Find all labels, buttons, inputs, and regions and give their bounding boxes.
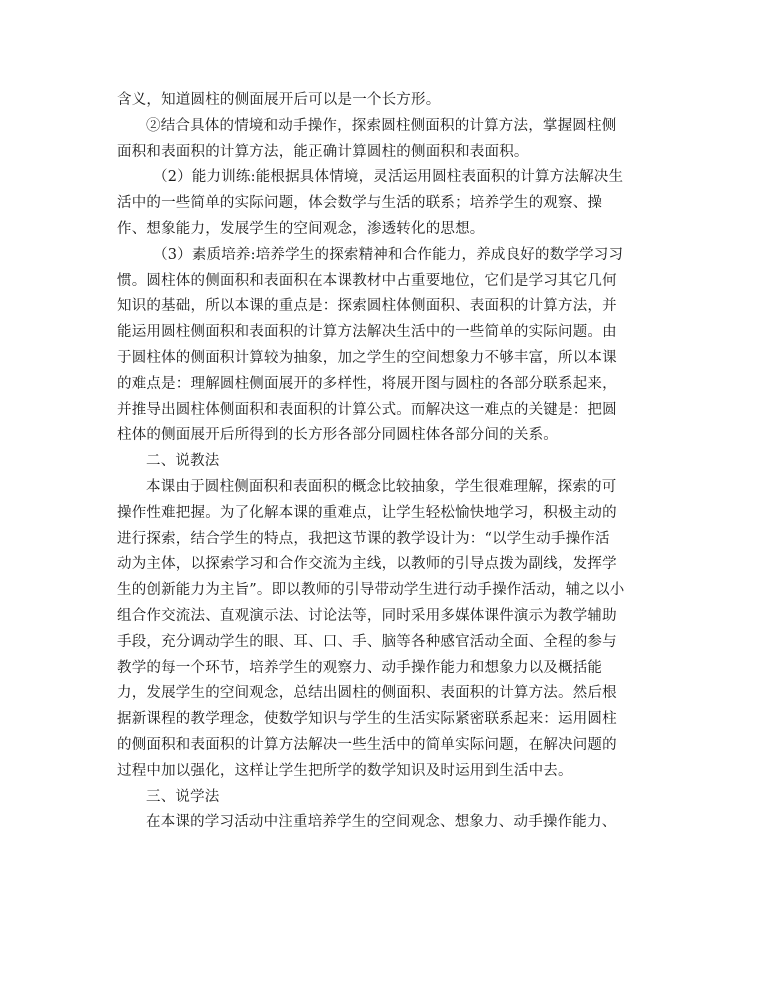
text-line: 于圆柱体的侧面积计算较为抽象，加之学生的空间想象力不够丰富，所以本课 xyxy=(117,349,617,366)
text-line: 知识的基础，所以本课的重点是：探索圆柱体侧面积、表面积的计算方法，并 xyxy=(117,298,617,315)
section-heading: 二、说教法 xyxy=(146,453,220,470)
text-line: 本课由于圆柱侧面积和表面积的概念比较抽象，学生很难理解，探索的可 xyxy=(146,478,617,495)
section-heading: 三、说学法 xyxy=(146,788,220,805)
text-line: 的侧面积和表面积的计算方法解决一些生活中的简单实际问题，在解决问题的 xyxy=(117,736,617,753)
text-line: （3）素质培养:培养学生的探索精神和合作能力，养成良好的数学学习习 xyxy=(153,246,624,263)
text-line: ②结合具体的情境和动手操作，探索圆柱侧面积的计算方法，掌握圆柱侧 xyxy=(146,117,617,134)
text-line: 进行探索，结合学生的特点，我把这节课的教学设计为：“以学生动手操作活 xyxy=(117,530,610,547)
text-line: 在本课的学习活动中注重培养学生的空间观念、想象力、动手操作能力、 xyxy=(146,814,617,831)
text-line: 据新课程的教学理念，使数学知识与学生的生活实际紧密联系起来：运用圆柱 xyxy=(117,711,617,728)
text-line: 组合作交流法、直观演示法、讨论法等，同时采用多媒体课件演示为教学辅助 xyxy=(117,607,617,624)
text-line: 活中的一些简单的实际问题，体会数学与生活的联系；培养学生的观察、操 xyxy=(117,195,603,212)
text-line: 生的创新能力为主旨”。即以教师的引导带动学生进行动手操作活动，辅之以小 xyxy=(117,582,625,599)
text-line: 操作性难把握。为了化解本课的重难点，让学生轻松愉快地学习，积极主动的 xyxy=(117,504,617,521)
text-line: 柱体的侧面展开后所得到的长方形各部分同圆柱体各部分间的关系。 xyxy=(117,427,558,444)
text-line: 含义，知道圆柱的侧面展开后可以是一个长方形。 xyxy=(117,92,441,108)
text-line: 手段，充分调动学生的眼、耳、口、手、脑等各种感官活动全面、全程的参与 xyxy=(117,633,617,650)
text-line: 教学的每一个环节，培养学生的观察力、动手操作能力和想象力以及概括能 xyxy=(117,659,603,676)
text-line: （2）能力训练:能根据具体情境，灵活运用圆柱表面积的计算方法解决生 xyxy=(153,169,624,186)
text-line: 惯。圆柱体的侧面积和表面积在本课教材中占重要地位，它们是学习其它几何 xyxy=(117,272,617,289)
text-line: 能运用圆柱侧面积和表面积的计算方法解决生活中的一些简单的实际问题。由 xyxy=(117,324,617,341)
text-line: 并推导出圆柱体侧面积和表面积的计算公式。而解决这一难点的关键是：把圆 xyxy=(117,401,617,418)
text-line: 作、想象能力，发展学生的空间观念，渗透转化的思想。 xyxy=(117,220,485,237)
text-line: 力，发展学生的空间观念，总结出圆柱的侧面积、表面积的计算方法。然后根 xyxy=(117,685,617,702)
text-line: 的难点是：理解圆柱侧面展开的多样性，将展开图与圆柱的各部分联系起来， xyxy=(117,375,617,392)
text-line: 动为主体，以探索学习和合作交流为主线，以教师的引导点拨为副线，发挥学 xyxy=(117,556,617,573)
text-line: 面积和表面积的计算方法，能正确计算圆柱的侧面积和表面积。 xyxy=(117,143,529,160)
document-body xyxy=(117,88,653,836)
text-line: 过程中加以强化，这样让学生把所学的数学知识及时运用到生活中去。 xyxy=(117,762,573,779)
